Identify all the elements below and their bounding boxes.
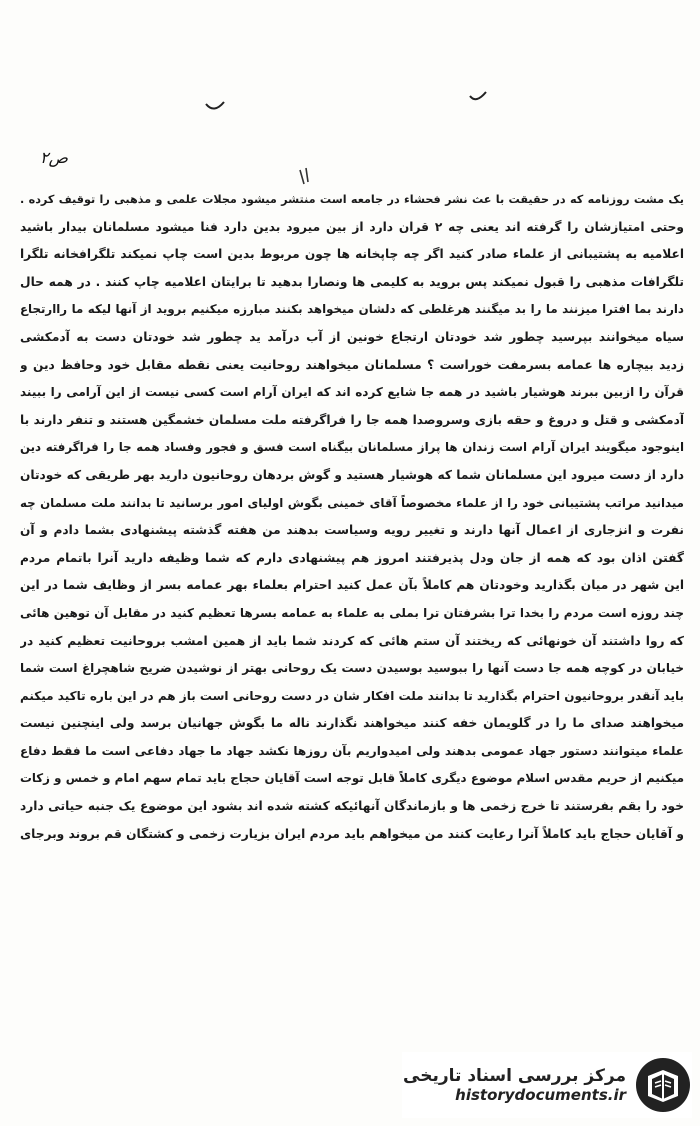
document-line: میخواهند صدای ما را در گلویمان خفه کنند میخواهند نگذارند ناله ما بگوش جهانیان برسد ولی اینچنین نیست bbox=[20, 716, 684, 731]
document-line: دارد از دست میرود این مسلمانان شما که هوشیار هستید و گوش بردهان روحانیون دارید بهر طریقی که خودتان bbox=[20, 467, 684, 482]
document-line: خود را بقم بفرستند تا خرج زخمی ها و بازماندگان آنهائیکه کشته شده اند بشود این موضوع یک جنبه حیاتی دارد bbox=[20, 799, 684, 814]
document-line: یک مشت روزنامه که در حقیقت با عث نشر فحشاء در جامعه است منتشر میشود مجلات علمی و مذهبی را توقیف کرده . bbox=[20, 193, 684, 206]
watermark-title: مرکز بررسی اسناد تاریخی bbox=[403, 1066, 626, 1086]
book-shield-icon bbox=[634, 1056, 692, 1114]
document-line: اعلامیه به پشتیبانی از علماء صادر کنید اگر چه چاپخانه ها چون مربوط بدین است چاپ نمیکند تلگرافخانه تلگرا bbox=[20, 247, 684, 262]
document-line: و آقایان حجاج باید کاملاً آنرا رعایت کنند من میخواهم باید مردم ایران بزیارت زخمی و کشتگان قم بروند وبرجای bbox=[20, 826, 684, 841]
scan-mark-right bbox=[470, 92, 486, 99]
document-line: علماء میتوانند دستور جهاد عمومی بدهند ولی امیدواریم بآن روزها نکشد جهاد ما جهاد دفاعی است ما فقط دفاع bbox=[20, 743, 684, 758]
document-line: آدمکشی و قتل و دروغ و حقه بازی وسروصدا همه جا را فراگرفته ملت مسلمان خشمگین هستند و تنفر دارند با bbox=[20, 412, 684, 427]
watermark bbox=[402, 1052, 692, 1118]
watermark-url: historydocuments.ir bbox=[455, 1086, 626, 1104]
document-line: تلگرافات مذهبی را قبول نمیکند پس بروید به کلیمی ها ونصارا بدهید تا برایتان اعلامیه چاپ کنند . در همه حال bbox=[20, 274, 684, 289]
document-line: چند روزه است مردم را بخدا ترا بشرفتان ترا بملی به علماء به عمامه بسرها تعظیم کنید در مقابل آن توهین هائی bbox=[20, 605, 684, 620]
document-line: زدید بیچاره ها عمامه بسرمفت خوراست ؟ مسلمانان میخواهند روحانیت یعنی نقطه مقابل خود وحافظ دین و bbox=[20, 357, 684, 372]
scan-mark-center bbox=[300, 168, 308, 184]
document-line: خیابان در کوچه همه جا دست آنها را ببوسید بوسیدن دست یک روحانی بهتر از نوشیدن ضریح شاهچراغ است شما bbox=[20, 661, 684, 676]
document-line: باید آنقدر بروحانیون احترام بگذارید تا بدانند ملت افکار شان در دست روحانی است باز هم در این باره تاکید میکنم bbox=[20, 688, 684, 703]
document-line: وحتی امتیازشان را گرفته اند یعنی چه ۲ قران دارد از بین میرود بدین دارد فنا میشود مسلمانان بیدار باشید bbox=[20, 219, 684, 234]
scan-marks bbox=[0, 0, 700, 200]
document-line: اینوجود میگویند ایران آرام است زندان ها پراز مسلمانان بیگناه است فسق و فجور وفساد همه جا را فراگرفته دین bbox=[20, 440, 684, 455]
document-line: قرآن را ازبین ببرند هوشیار باشید در همه جا شایع کرده اند که ایران آرام است کسی نیست از این آرامی را ببیند bbox=[20, 385, 684, 400]
document-line: نفرت و انزجاری از اعمال آنها دارند و تغییر رویه وسیاست بدهند من هفته گذشته پیشنهادی بشما دادم و آن bbox=[20, 523, 684, 538]
document-line: دارند بما افترا میزنند ما را بد میگنند هرغلطی که دلشان میخواهد بکنند مبارزه میکنیم بروید از آنها لیکه ما راارتجاع bbox=[20, 302, 684, 317]
scan-mark-left bbox=[206, 102, 224, 109]
watermark-text bbox=[403, 1066, 626, 1104]
document-body bbox=[20, 186, 684, 848]
document-line: این شهر در میان بگذارید وخودتان هم کاملاً بآن عمل کنید احترام بعلماء بهر عمامه بسر از وظایف شما در این bbox=[20, 578, 684, 593]
document-line: میدانید مراتب پشتیبانی خود را از علماء مخصوصاً آقای خمینی بگوش اولیای امور برسانید تا بدانند ملت مسلمان چه bbox=[20, 495, 684, 510]
document-line: سیاه میخوانند بپرسید چطور شد خودتان ارتجاع خونین از آب درآمد ید چطور شد خودتان دست به آدمکشی bbox=[20, 329, 684, 344]
document-line: میکنیم از حریم مقدس اسلام موضوع دیگری کاملاً قابل توجه است آقایان حجاج باید تمام سهم امام و خمس و زکات bbox=[20, 771, 684, 786]
document-line: گفتن اذان بود که همه از جان ودل پذیرفتند امروز هم پیشنهادی دارم که شما وظیفه دارید آنرا باتمام مردم bbox=[20, 550, 684, 565]
document-line: که روا داشتند آن خونهائی که ریختند آن ستم هائی که کردند شما باید از همین امشب بروحانیت تعظیم کنید در bbox=[20, 633, 684, 648]
page-number: ص۲ bbox=[40, 148, 68, 167]
